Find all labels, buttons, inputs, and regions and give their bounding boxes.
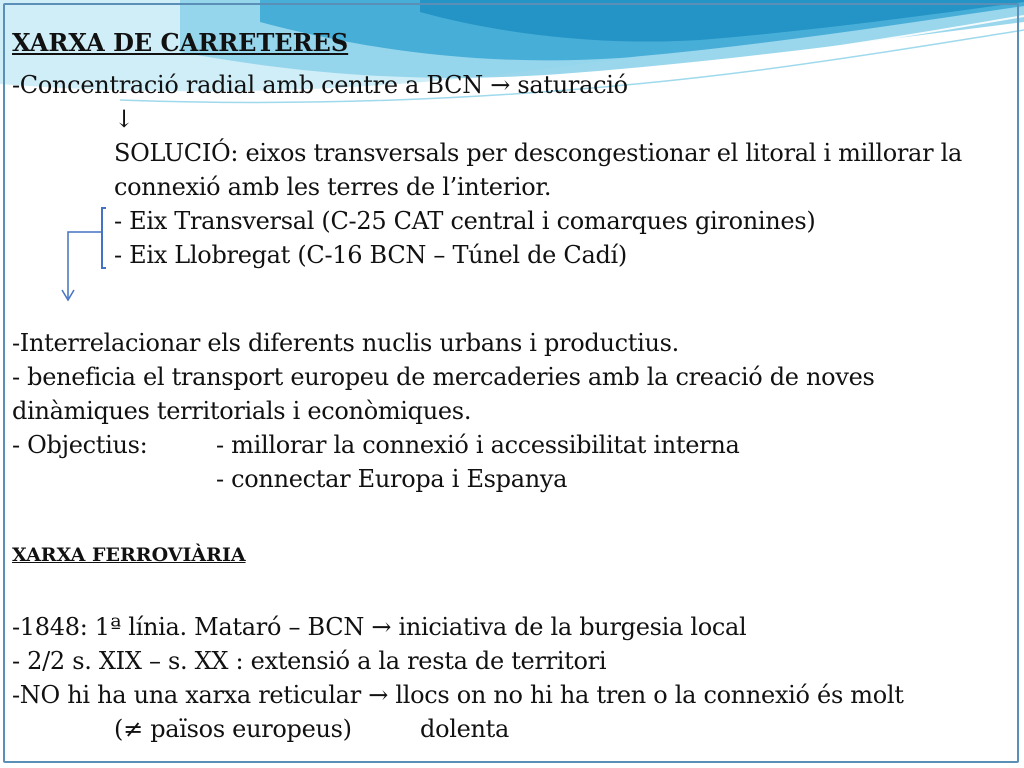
line-solution-2: connexió amb les terres de l’interior.	[114, 173, 552, 201]
objectius-label: - Objectius:	[12, 431, 148, 459]
heading-rail: XARXA FERROVIÀRIA	[12, 544, 246, 566]
line-solution-1: SOLUCIÓ: eixos transversals per descongestionar el litoral i millorar la	[114, 139, 962, 167]
line-radial: -Concentració radial amb centre a BCN → saturació	[12, 71, 628, 99]
bracket-connector	[68, 232, 102, 298]
heading-roads: XARXA DE CARRETERES	[12, 28, 349, 57]
line-1848: -1848: 1ª línia. Mataró – BCN → iniciativa de la burgesia local	[12, 613, 747, 641]
line-dolenta: dolenta	[420, 715, 510, 743]
line-beneficia-2: dinàmiques territorials i econòmiques.	[12, 397, 472, 425]
objectius-item-2: - connectar Europa i Espanya	[216, 465, 568, 493]
arrow-down-glyph: ↓	[114, 105, 134, 133]
bracket-right	[102, 208, 106, 268]
line-interrelacionar: -Interrelacionar els diferents nuclis urbans i productius.	[12, 329, 679, 357]
objectius-item-1: - millorar la connexió i accessibilitat interna	[216, 431, 740, 459]
line-no-reticular: -NO hi ha una xarxa reticular → llocs on no hi ha tren o la connexió és molt	[12, 681, 904, 709]
line-beneficia-1: - beneficia el transport europeu de mercaderies amb la creació de noves	[12, 363, 875, 391]
line-extensio: - 2/2 s. XIX – s. XX : extensió a la resta de territori	[12, 647, 607, 675]
line-eix-transversal: - Eix Transversal (C-25 CAT central i comarques gironines)	[114, 207, 816, 235]
line-paisos: (≠ països europeus)	[114, 715, 352, 743]
bracket-arrow	[60, 200, 112, 304]
line-eix-llobregat: - Eix Llobregat (C-16 BCN – Túnel de Cadí)	[114, 241, 627, 269]
